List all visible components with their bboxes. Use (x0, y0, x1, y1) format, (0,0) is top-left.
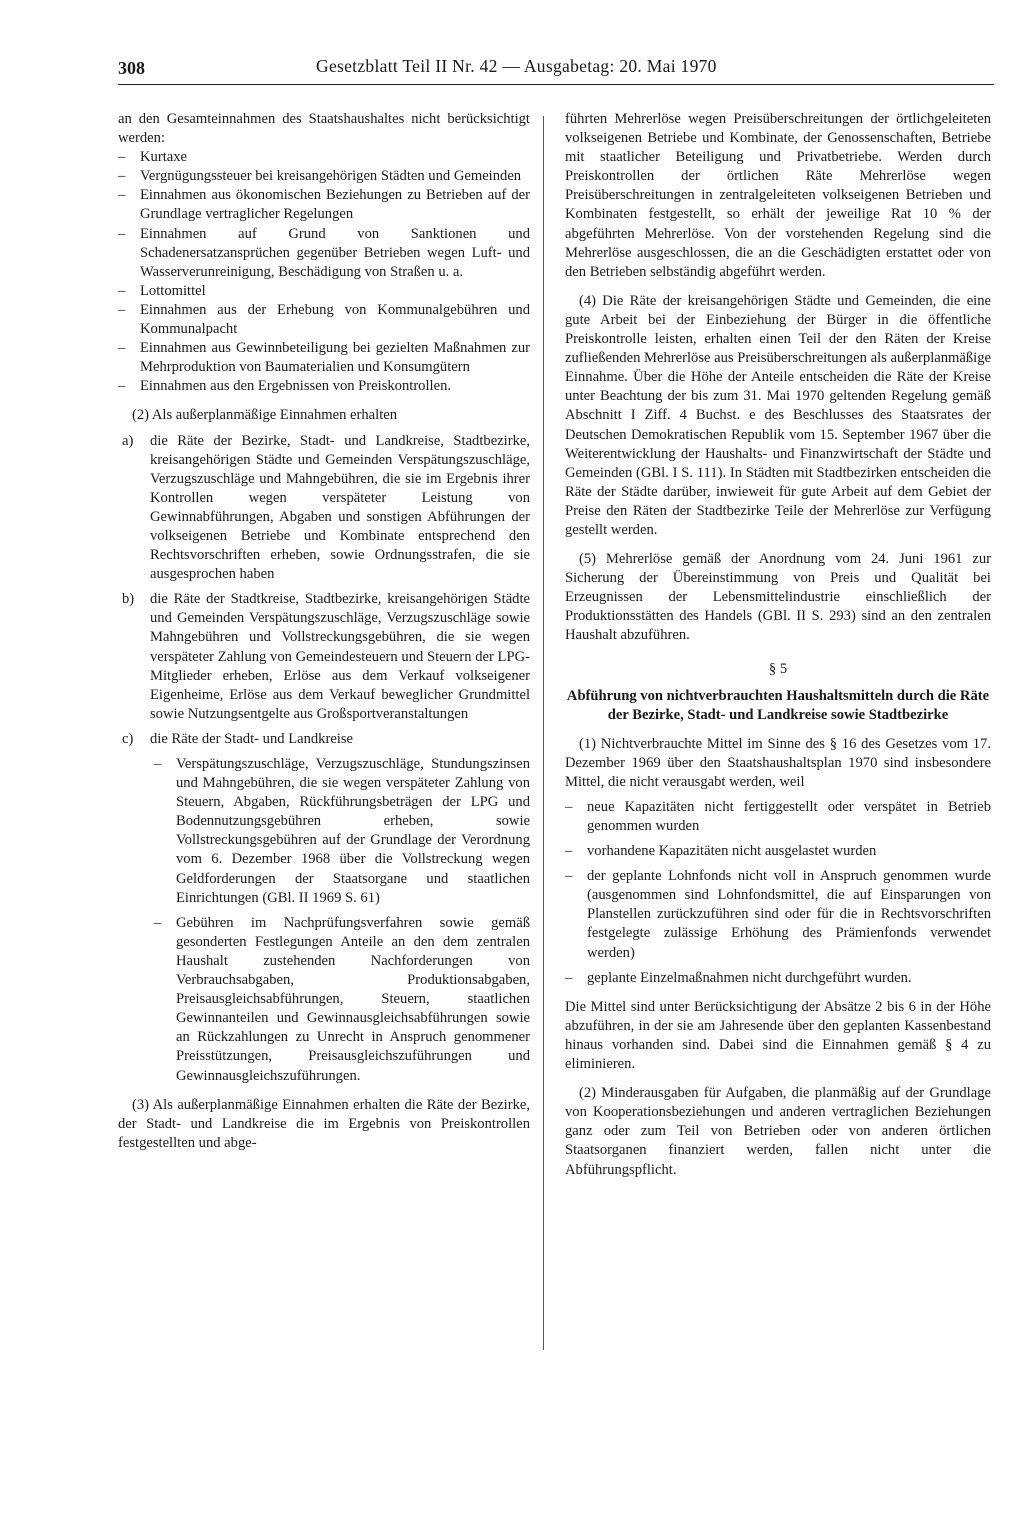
sub-list-item: – Verspätungszuschläge, Verzugszuschläge, Stundungszinsen und Mahngebühren, die sie wegen verspäteter Zahlung von Steuern, Abgaben, Rückführungsbeträgen der LPG und Bodennutzungsgebühren erheben, sowie Vollstreckungsgebühren auf der Grundlage der Verordnung vom 6. Dezember 1968 über die Vollstreckung wegen Geldforderungen der Staatsorgane und staatlichen Einrichtungen (GBl. II 1969 S. 61) (150, 755, 530, 908)
list-item-a (118, 432, 530, 585)
right-column (565, 110, 991, 1180)
excluded-revenue-list (118, 148, 530, 396)
list-item: – Lottomittel (118, 282, 530, 301)
list-item: – Kurtaxe (118, 148, 530, 167)
list-item: – geplante Einzelmaßnahmen nicht durchgeführt wurden. (565, 969, 991, 988)
page-number: 308 (118, 58, 145, 78)
list-item-b (118, 590, 530, 724)
list-item: – der geplante Lohnfonds nicht voll in Anspruch genommen wurde (ausgenommen sind Lohnfondsmittel, die auf Einsparungen von Planstellen zurückzuführen sind oder für die in Rechtsvorschriften festgelegte zulässige Erhöhung des Prämienfonds verwendet werden) (565, 867, 991, 962)
list-item: – Einnahmen aus den Ergebnissen von Preiskontrollen. (118, 377, 530, 396)
list-item: – Einnahmen aus der Erhebung von Kommunalgebühren und Kommunalpacht (118, 301, 530, 339)
section-paragraph-1: (1) Nichtverbrauchte Mittel im Sinne des § 16 des Gesetzes vom 17. Dezember 1969 über den Staatshaushaltsplan 1970 sind insbesondere Mittel, die nicht verausgabt werden, weil (565, 735, 991, 790)
list-item: – Vergnügungssteuer bei kreisangehörigen Städten und Gemeinden (118, 167, 530, 186)
paragraph-4: (4) Die Räte der kreisangehörigen Städte und Gemeinden, die eine gute Arbeit bei der Einbeziehung der Bürger in die öffentliche Preiskontrolle leisten, erhalten einen Teil der den Räten der Kreise zufließenden Mehrerlöse aus Preisüberschreitungen als außerplanmäßige Einnahme. Über die Höhe der Anteile entscheiden die Räte der Kreise unter Beachtung der bis zum 31. Mai 1970 geltenden Regelung gemäß Abschnitt I Ziff. 4 Buchst. e des Beschlusses des Staatsrates der Deutschen Demokratischen Republik vom 15. September 1967 über die Weiterentwicklung der Haushalts- und Finanzwirtschaft der Städte und Gemeinden (GBl. I S. 111). In Städten mit Stadtbezirken entscheiden die Räte der Städte darüber, inwieweit für gute Arbeit auf dem Gebiet der Preise den Räten der Stadtbezirke Teile der Mehrerlöse zur Verfügung gestellt werden. (565, 292, 991, 538)
list-item: – Einnahmen auf Grund von Sanktionen und Schadenersatzansprüchen gegenüber Betrieben wegen Luft- und Wasserverunreinigung, Beschädigung von Straßen u. a. (118, 225, 530, 282)
recipients-list (118, 432, 530, 1086)
item-marker: c) (122, 730, 134, 747)
list-item: – Einnahmen aus ökonomischen Beziehungen zu Betrieben auf der Grundlage vertraglicher Regelungen (118, 186, 530, 224)
paragraph-5: (5) Mehrerlöse gemäß der Anordnung vom 24. Juni 1961 zur Sicherung der Übereinstimmung von Preis und Qualität bei Erzeugnissen der Lebensmittelindustrie einschließlich der Produktionsstätten des Handels (GBl. II S. 293) sind an den zentralen Haushalt abzuführen. (565, 551, 991, 644)
sub-list-item: – Gebühren im Nachprüfungsverfahren sowie gemäß gesonderten Festlegungen Anteile an den dem zentralen Haushalt zustehenden Nachforderungen von Verbrauchsabgaben, Produktionsabgaben, Preisausgleichsabführungen, Steuern, staatlichen Gewinnanteilen und Gewinnausgleichsabführungen sowie an Rückzahlungen zu Unrecht in Anspruch genommener Preisstützungen, Preisausgleichszuführungen und Gewinnausgleichszuführungen. (150, 914, 530, 1086)
section-paragraph-1-end: Die Mittel sind unter Berücksichtigung der Absätze 2 bis 6 in der Höhe abzuführen, in der sie am Jahresende über den geplanten Kassenbestand hinaus vorhanden sind. Dabei sind die Einnahmen gemäß § 4 zu eliminieren. (565, 998, 991, 1073)
item-text: die Räte der Stadtkreise, Stadtbezirke, kreisangehörigen Städte und Gemeinden Verspätungszuschläge, Verzugszuschläge sowie Mahngebühren und Vollstreckungsgebühren, die sie wegen verspäteter Zahlung von Gemeindesteuern und Steuern der LPG-Mitglieder erheben, Erlöse aus dem Verkauf volkseigener Eigenheime, Erlöse aus dem Verkauf beweglicher Grundmittel sowie Nutzungsentgelte aus Großsportveranstaltungen (150, 591, 530, 722)
item-text: die Räte der Stadt- und Landkreise (150, 730, 354, 747)
list-item: – vorhandene Kapazitäten nicht ausgelastet wurden (565, 842, 991, 861)
paragraph-3: (3) Als außerplanmäßige Einnahmen erhalten die Räte der Bezirke, der Stadt- und Landkreise die im Ergebnis von Preiskontrollen festgestellten und abge- (118, 1096, 530, 1151)
intro-paragraph: an den Gesamteinnahmen des Staatshaushaltes nicht berücksichtigt werden: (118, 111, 530, 147)
list-item: – Einnahmen aus Gewinnbeteiligung bei gezielten Maßnahmen zur Mehrproduktion von Baumaterialien und Konsumgütern (118, 339, 530, 377)
item-text: die Räte der Bezirke, Stadt- und Landkreise, Stadtbezirke, kreisangehörigen Städte und Gemeinden Verspätungszuschläge, Verzugszuschläge und Mahngebühren, die sie im Ergebnis ihrer Kontrollen wegen verspäteter Leistung von Gewinnabführungen, Abgaben und sonstigen Abführungen der volkseigenen Betriebe und Kombinate entsprechend den Rechtsvorschriften erheben, sowie Ordnungsstrafen, die sie ausgesprochen haben (150, 432, 530, 583)
item-marker: a) (122, 432, 134, 449)
column-divider (543, 116, 544, 1350)
left-column (118, 110, 530, 1153)
sub-list (150, 755, 530, 1086)
section-paragraph-2: (2) Minderausgaben für Aufgaben, die planmäßig auf der Grundlage von Kooperationsbeziehungen und anderen vertraglichen Beziehungen ganz oder zum Teil von Betrieben oder von anderen örtlichen Staatsorganen finanziert werden, fallen nicht unter die Abführungspflicht. (565, 1085, 991, 1178)
list-item: – neue Kapazitäten nicht fertiggestellt oder verspätet in Betrieb genommen wurden (565, 798, 991, 836)
running-head: Gesetzblatt Teil II Nr. 42 — Ausgabetag: 20. Mai 1970 (316, 56, 717, 76)
continued-paragraph: führten Mehrerlöse wegen Preisüberschreitungen der örtlichgeleiteten volkseigenen Betriebe und Kombinate, der Genossenschaften, Betriebe mit staatlicher Beteiligung und Privatbetriebe. Werden durch Preiskontrollen der örtlichen Räte Mehrerlöse wegen Preisüberschreitungen in zentralgeleiteten volkseigenen Betrieben und Kombinaten festgestellt, so erhält der jeweilige Rat 10 % der abgeführten Mehrerlöse. Von der vorstehenden Regelung sind die Mehrerlöse ausgeschlossen, die an die Geschädigten erstattet oder von den Betrieben selbständig abgeführt werden. (565, 111, 991, 280)
list-item-c (118, 730, 530, 1086)
item-marker: b) (122, 591, 135, 608)
section-number: § 5 (768, 660, 788, 677)
paragraph-2: (2) Als außerplanmäßige Einnahmen erhalten (132, 407, 398, 424)
section-heading: Abführung von nichtverbrauchten Haushaltsmitteln durch die Räte der Bezirke, Stadt- und Landkreise sowie Stadtbezirke (566, 687, 990, 723)
header-rule (118, 84, 994, 85)
unused-funds-list (565, 798, 991, 988)
